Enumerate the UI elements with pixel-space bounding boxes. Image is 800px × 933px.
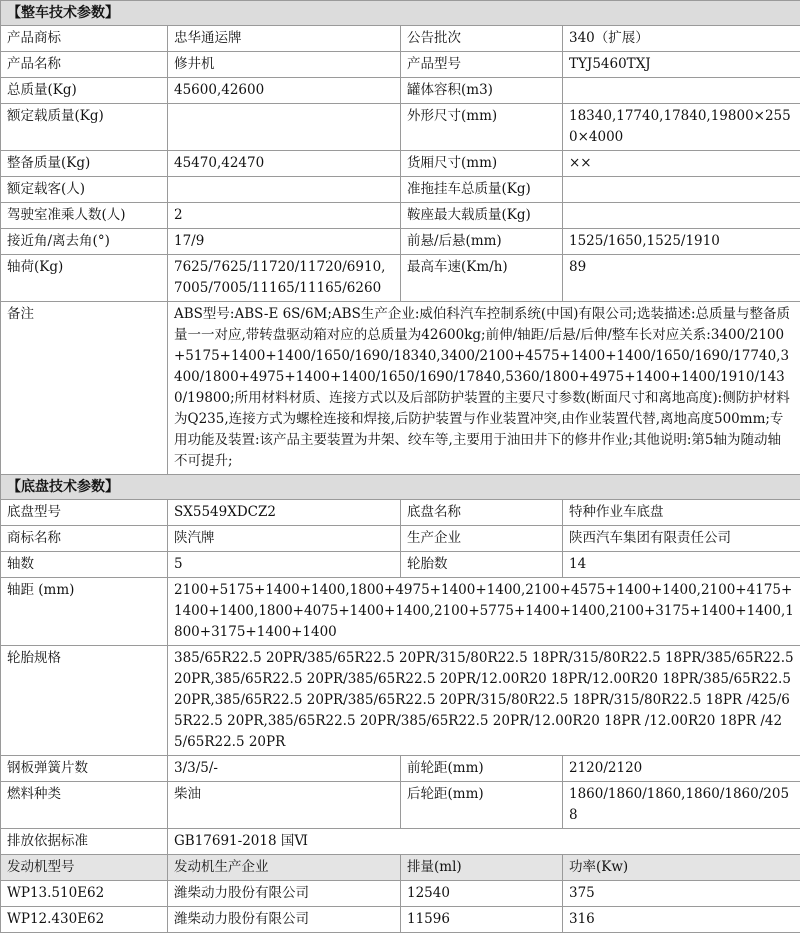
- cell-label: 前悬/后悬(mm): [401, 229, 563, 255]
- cell-label: 最高车速(Km/h): [401, 255, 563, 302]
- cell-value: 1525/1650,1525/1910: [563, 229, 800, 255]
- engine-displacement: 12540: [401, 881, 563, 907]
- cell-value: 45470,42470: [168, 151, 401, 177]
- engine-power: 316: [563, 907, 800, 933]
- engine-power: 375: [563, 881, 800, 907]
- engine-header-displacement: 排量(ml): [401, 855, 563, 881]
- cell-value: 柴油: [168, 782, 401, 829]
- cell-label: 燃料种类: [1, 782, 168, 829]
- table-row: [1, 526, 800, 552]
- table-row: [1, 229, 800, 255]
- cell-label: 额定载质量(Kg): [1, 104, 168, 151]
- cell-label: 公告批次: [401, 26, 563, 52]
- cell-value: 陕汽牌: [168, 526, 401, 552]
- cell-value: [168, 177, 401, 203]
- table-row: [1, 500, 800, 526]
- cell-label: 鞍座最大载质量(Kg): [401, 203, 563, 229]
- cell-label: 产品型号: [401, 52, 563, 78]
- cell-label: 轴荷(Kg): [1, 255, 168, 302]
- cell-value: 5: [168, 552, 401, 578]
- engine-row: [1, 881, 800, 907]
- table-row: [1, 756, 800, 782]
- engine-maker: 潍柴动力股份有限公司: [168, 881, 401, 907]
- cell-label: 钢板弹簧片数: [1, 756, 168, 782]
- cell-value: 特种作业车底盘: [563, 500, 800, 526]
- cell-label: 接近角/离去角(°): [1, 229, 168, 255]
- remarks-label: 备注: [1, 302, 168, 475]
- table-row: [1, 203, 800, 229]
- engine-maker: 潍柴动力股份有限公司: [168, 907, 401, 933]
- engine-displacement: 11596: [401, 907, 563, 933]
- cell-label: 生产企业: [401, 526, 563, 552]
- wheelbase-value: 2100+5175+1400+1400,1800+4975+1400+1400,2100+4575+1400+1400,2100+4175+1400+1400,1800+4075+1400+1400,2100+5775+1400+1400,2100+3175+1400+1400,1800+3175+1400+1400: [168, 578, 800, 646]
- cell-value: 7625/7625/11720/11720/6910,7005/7005/11165/11165/6260: [168, 255, 401, 302]
- cell-value: 陕西汽车集团有限责任公司: [563, 526, 800, 552]
- emission-row: [1, 829, 800, 855]
- cell-value: 18340,17740,17840,19800×2550×4000: [563, 104, 800, 151]
- emission-label: 排放依据标准: [1, 829, 168, 855]
- cell-value: 1860/1860/1860,1860/1860/2058: [563, 782, 800, 829]
- cell-label: 驾驶室准乘人数(人): [1, 203, 168, 229]
- table-row: [1, 552, 800, 578]
- cell-label: 货厢尺寸(mm): [401, 151, 563, 177]
- cell-label: 罐体容积(m3): [401, 78, 563, 104]
- cell-label: 轮胎数: [401, 552, 563, 578]
- tire-row: [1, 646, 800, 756]
- cell-value: [168, 104, 401, 151]
- cell-label: 整备质量(Kg): [1, 151, 168, 177]
- chassis-section-title: 【底盘技术参数】: [1, 475, 800, 500]
- cell-value: 14: [563, 552, 800, 578]
- cell-label: 额定载客(人): [1, 177, 168, 203]
- chassis-section-header: [1, 475, 800, 500]
- vehicle-section-header: [1, 1, 800, 26]
- cell-value: 89: [563, 255, 800, 302]
- cell-value: [563, 203, 800, 229]
- table-row: [1, 52, 800, 78]
- tire-value: 385/65R22.5 20PR/385/65R22.5 20PR/315/80R22.5 18PR/315/80R22.5 18PR/385/65R22.5 20PR,385/65R22.5 20PR/385/65R22.5 20PR/12.00R20 18PR/12.00R20 18PR/385/65R22.5 20PR,385/65R22.5 20PR/385/65R22.5 20PR/315/80R22.5 18PR/315/80R22.5 18PR /425/65R22.5 20PR,385/65R22.5 20PR/385/65R22.5 20PR/12.00R20 18PR /12.00R20 18PR /425/65R22.5 20PR: [168, 646, 800, 756]
- engine-header-row: [1, 855, 800, 881]
- cell-label: 前轮距(mm): [401, 756, 563, 782]
- cell-label: 产品商标: [1, 26, 168, 52]
- cell-value: 17/9: [168, 229, 401, 255]
- table-row: [1, 26, 800, 52]
- emission-value: GB17691-2018 国Ⅵ: [168, 829, 800, 855]
- cell-value: [563, 78, 800, 104]
- tire-label: 轮胎规格: [1, 646, 168, 756]
- cell-value: 忠华通运牌: [168, 26, 401, 52]
- engine-model: WP13.510E62: [1, 881, 168, 907]
- cell-label: 总质量(Kg): [1, 78, 168, 104]
- table-row: [1, 104, 800, 151]
- cell-value: 45600,42600: [168, 78, 401, 104]
- cell-label: 外形尺寸(mm): [401, 104, 563, 151]
- vehicle-section-title: 【整车技术参数】: [1, 1, 800, 26]
- table-row: [1, 782, 800, 829]
- table-row: [1, 78, 800, 104]
- table-row: [1, 151, 800, 177]
- cell-label: 后轮距(mm): [401, 782, 563, 829]
- engine-header-maker: 发动机生产企业: [168, 855, 401, 881]
- cell-label: 轴数: [1, 552, 168, 578]
- engine-model: WP12.430E62: [1, 907, 168, 933]
- cell-label: 产品名称: [1, 52, 168, 78]
- cell-label: 底盘型号: [1, 500, 168, 526]
- cell-value: 3/3/5/-: [168, 756, 401, 782]
- cell-value: [563, 177, 800, 203]
- cell-value: TYJ5460TXJ: [563, 52, 800, 78]
- engine-header-power: 功率(Kw): [563, 855, 800, 881]
- remarks-text: ABS型号:ABS-E 6S/6M;ABS生产企业:威伯科汽车控制系统(中国)有限公司;选装描述:总质量与整备质量一一对应,带转盘驱动箱对应的总质量为42600kg;前伸/轴距/后悬/后伸/整车长对应关系:3400/2100+5175+1400+1400/1650/1690/18340,3400/2100+4575+1400+1400/1650/1690/17740,3400/1800+4975+1400+1400/1650/1690/17840,5360/1800+4975+1400+1400/1910/1430/19800;所用材料材质、连接方式以及后部防护装置的主要尺寸参数(断面尺寸和离地高度):侧防护材料为Q235,连接方式为螺栓连接和焊接,后防护装置与作业装置冲突,由作业装置代替,离地高度500mm;专用功能及装置:该产品主要装置为井架、绞车等,主要用于油田井下的修井作业;其他说明:第5轴为随动轴不可提升;: [168, 302, 800, 475]
- wheelbase-label: 轴距 (mm): [1, 578, 168, 646]
- cell-value: 修井机: [168, 52, 401, 78]
- cell-value: 340（扩展）: [563, 26, 800, 52]
- remarks-row: [1, 302, 800, 475]
- cell-label: 底盘名称: [401, 500, 563, 526]
- cell-value: ××: [563, 151, 800, 177]
- table-row: [1, 255, 800, 302]
- wheelbase-row: [1, 578, 800, 646]
- cell-value: SX5549XDCZ2: [168, 500, 401, 526]
- engine-header-model: 发动机型号: [1, 855, 168, 881]
- table-row: [1, 177, 800, 203]
- cell-label: 准拖挂车总质量(Kg): [401, 177, 563, 203]
- cell-label: 商标名称: [1, 526, 168, 552]
- cell-value: 2: [168, 203, 401, 229]
- cell-value: 2120/2120: [563, 756, 800, 782]
